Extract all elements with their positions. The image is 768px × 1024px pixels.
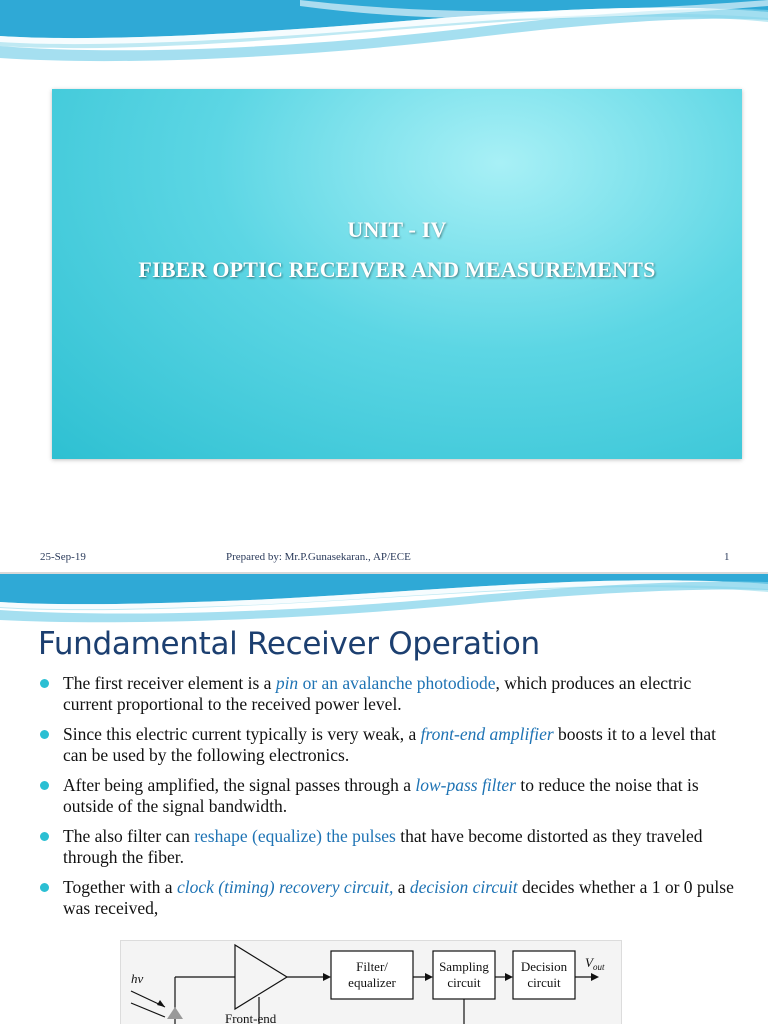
photodiode-symbol [167,1007,183,1019]
bullet-highlight-text: decision circuit [409,877,518,897]
bullet-text: boosts it to a level that can be used by the following electronics. [63,724,717,765]
bullet-item [40,826,740,868]
receiver-block-diagram [120,940,622,1024]
bullet-dot-icon [40,883,49,892]
sampling-label-1: Sampling [439,959,489,974]
frontend-label: Front-end [225,1011,277,1024]
bullet-item [40,775,740,817]
bullet-text: The also filter can [63,826,195,846]
bullet-text: After being amplified, the signal passes through a [63,775,416,795]
bullet-text: The first receiver element is a [63,673,276,693]
slide-2 [0,574,768,1024]
footer-page-number: 1 [724,551,730,563]
input-label: hν [131,971,144,986]
bullet-dot-icon [40,679,49,688]
bullet-dot-icon [40,730,49,739]
bullet-dot-icon [40,832,49,841]
unit-title: UNIT - IV [347,217,447,242]
bullet-text: , which produces an electric current proportional to the received power level. [63,673,692,714]
filter-label-2: equalizer [348,975,396,990]
bullet-item [40,673,740,715]
slide-title: Fundamental Receiver Operation [38,626,540,662]
bullet-highlight-text: reshape (equalize) the pulses [194,826,396,846]
bullet-highlight-text: low-pass filter [415,775,516,795]
title-box [52,89,742,459]
decision-label-2: circuit [527,975,561,990]
bullet-highlight-text: pin [275,673,299,693]
bullet-text: Since this electric current typically is very weak, a [63,724,421,744]
bullet-highlight-text: clock (timing) recovery circuit, [176,877,394,897]
header-wave-decoration [0,0,768,90]
bullet-text: that have become distorted as they traveled through the fiber. [63,826,703,867]
decision-label-1: Decision [520,959,568,974]
sampling-label-2: circuit [447,975,481,990]
bullet-text: a [393,877,410,897]
amplifier-symbol [235,945,287,1009]
bullet-item [40,877,740,919]
bullet-highlight-text: front-end amplifier [420,724,554,744]
bullet-item [40,724,740,766]
bullet-text: to reduce the noise that is outside of the signal bandwidth. [63,775,699,816]
bullet-list [40,673,740,928]
unit-subtitle: FIBER OPTIC RECEIVER AND MEASUREMENTS [138,257,656,282]
output-label: $V_{out}$ [585,955,605,972]
bullet-highlight-text: or an avalanche photodiode [298,673,496,693]
footer-date: 25-Sep-19 [40,551,86,563]
footer-prepared-by: Prepared by: Mr.P.Gunasekaran., AP/ECE [226,551,411,563]
bullet-text: Together with a [63,877,177,897]
bullet-dot-icon [40,781,49,790]
header-wave-decoration [0,574,768,630]
bullet-text: decides whether a 1 or 0 pulse was received, [63,877,734,918]
filter-label-1: Filter/ [356,959,388,974]
